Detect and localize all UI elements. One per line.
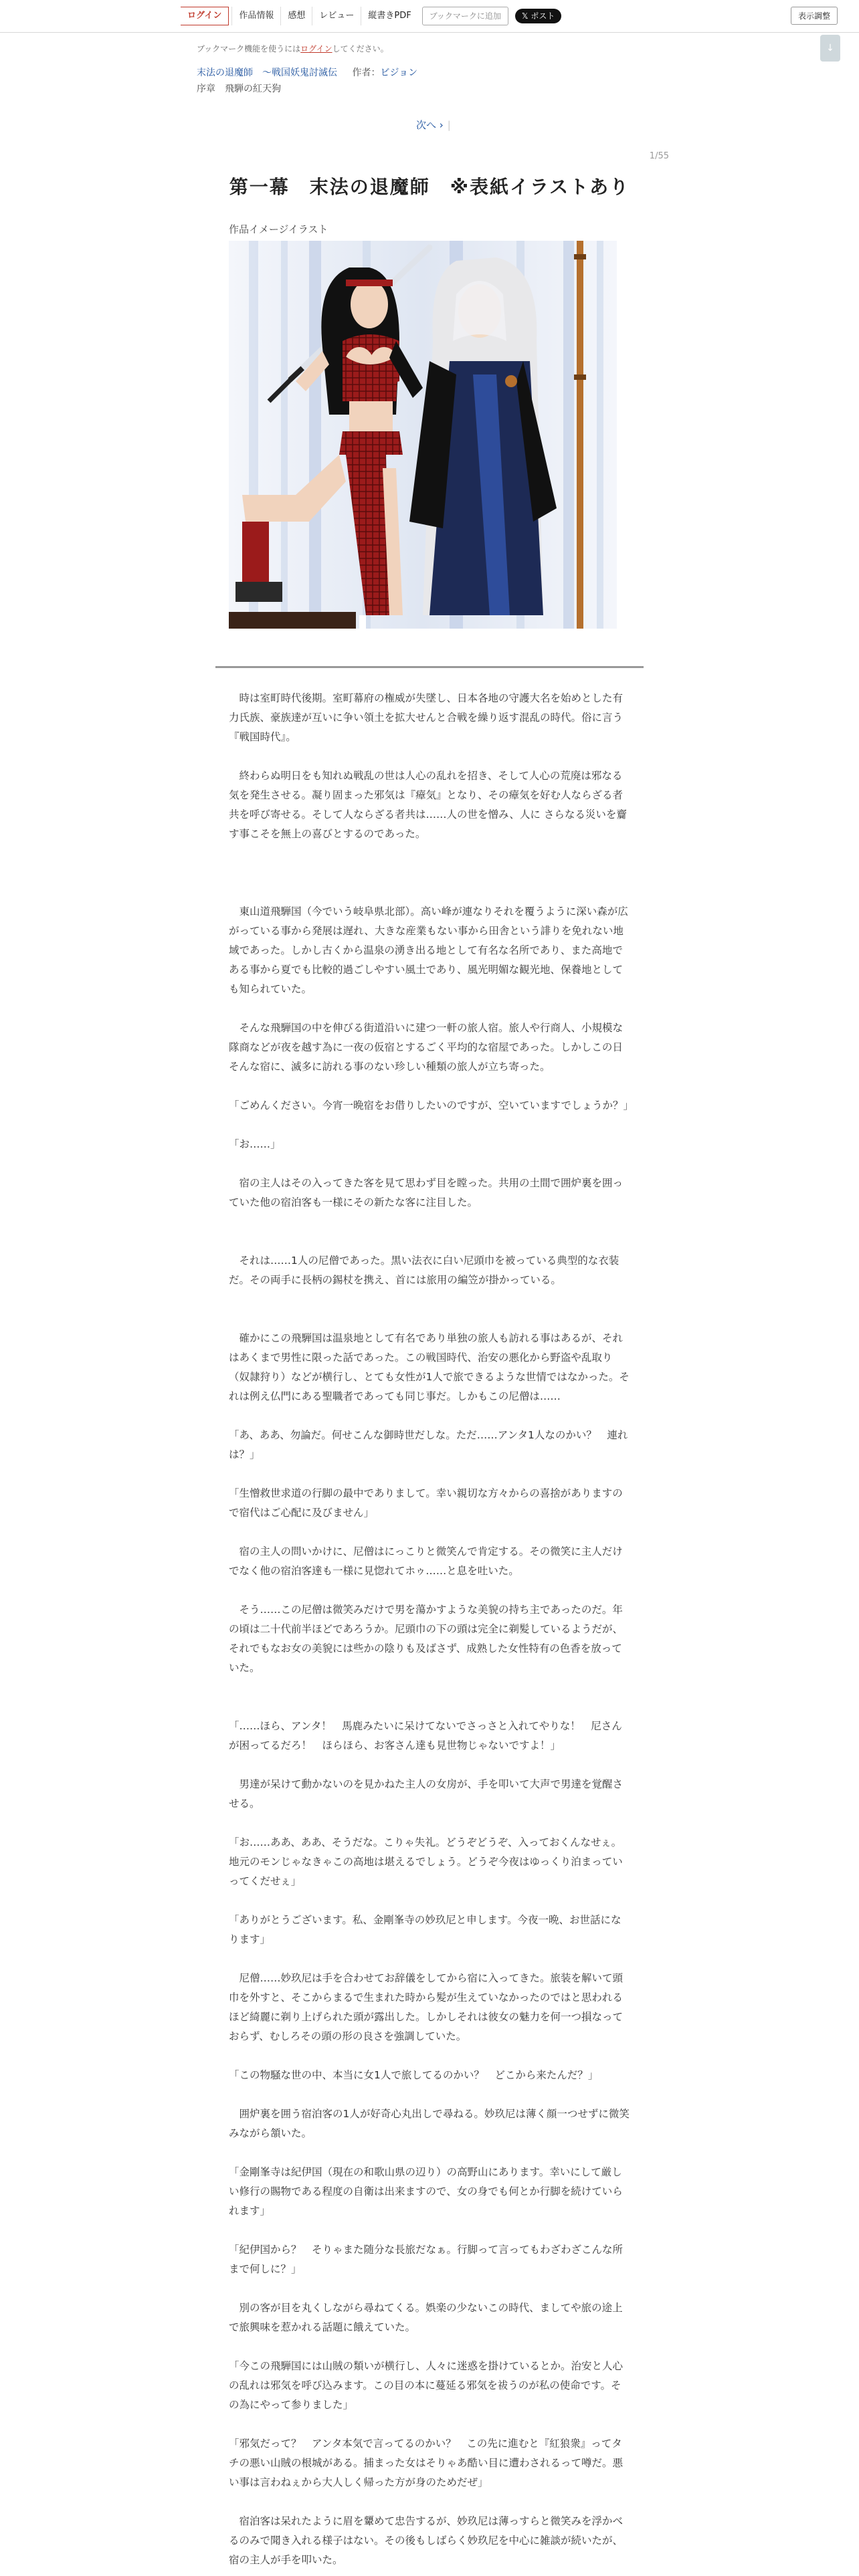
paragraph: 時は室町時代後期。室町幕府の権威が失墜し、日本各地の守護大名を始めとした有力氏族、豪族達が互いに争い領土を拡大せんと合戦を繰り返す混乱の時代。俗に言う『戦国時代』。 <box>229 692 624 743</box>
notice-suffix: してください。 <box>332 44 389 53</box>
scroll-down-button[interactable] <box>820 35 840 62</box>
author-label: 作者： <box>352 68 381 78</box>
illustration-label: 作品イメージイラスト <box>229 223 328 235</box>
paragraph: 「お……ああ、ああ、そうだな。こりゃ失礼。どうぞどうぞ、入っておくんなせぇ。地元のモンじゃなきゃこの高地は堪えるでしょう。どうぞ今夜はゆっくり泊まっていってくだせぇ」 <box>229 1836 623 1887</box>
paragraph: 「……ほら、アンタ！ 馬鹿みたいに呆けてないでさっさと入れてやりな！ 尼さんが困ってるだろ！ ほらほら、お客さん達も見世物じゃないですよ！」 <box>229 1720 622 1751</box>
illustration-svg <box>229 241 617 629</box>
add-bookmark-button[interactable]: ブックマークに追加 <box>422 7 508 25</box>
blank-line <box>229 999 630 1018</box>
vertical-pdf-link[interactable]: 縦書きPDF <box>361 7 417 25</box>
pager <box>416 118 451 132</box>
blank-line <box>229 1891 630 1911</box>
paragraph: それは……1人の尼僧であった。黒い法衣に白い尼頭巾を被っている典型的な衣装だ。その両手に長柄の錫杖を携え、首には旅用の編笠が掛かっている。 <box>229 1255 619 1286</box>
paragraph: そう……この尼僧は微笑みだけで男を蕩かすような美貌の持ち主であったのだ。年の頃は二十代前半ほどであろうか。尼頭巾の下の頭は完全に剃髪しているようだが、それでもなお女の美貌には些かの陰りも及ばさず、成熟した女性特有の色香を放っていた。 <box>229 1604 624 1674</box>
paragraph: 「あ、ああ、勿論だ。何せこんな御時世だしな。ただ……アンタ1人なのかい？ 連れは？」 <box>229 1429 628 1461</box>
work-title-link[interactable]: 末法の退魔師 〜戦国妖鬼討滅伝 <box>197 68 337 78</box>
blank-line <box>229 2221 630 2240</box>
work-info-link[interactable]: 作品情報 <box>231 7 280 25</box>
x-post-label: ポスト <box>531 11 555 21</box>
paragraph: 囲炉裏を囲う宿泊客の1人が好奇心丸出しで尋ねる。妙玖尼は薄く顔一つせずに微笑みながら頷いた。 <box>229 2108 630 2139</box>
paragraph: 東山道飛騨国（今でいう岐阜県北部）。高い峰が連なりそれを覆うように深い森が広がっている事から発展は遅れ、大きな産業もない事から田舎という誹りを免れない地域であった。しかし古くから温泉の湧き出る地として有名な名所であり、また高地である事から夏でも比較的過ごしやすい風土であり、風光明媚な観光地、保養地としても知られていた。 <box>229 905 628 995</box>
chapter-title: 序章 飛騨の紅天狗 <box>197 84 281 94</box>
page-number: 1/55 <box>649 151 669 161</box>
blank-line <box>229 1523 630 1542</box>
paragraph: 「この物騒な世の中、本当に女1人で旅してるのかい？ どこから来たんだ？」 <box>229 2069 599 2081</box>
blank-line <box>229 1290 630 1329</box>
paragraph: 終わらぬ明日をも知れぬ戦乱の世は人心の乱れを招き、そして人心の荒廃は邪なる気を発生させる。凝り固まった邪気は『瘴気』となり、その瘴気を好む人ならざる者共を呼び寄せる。そして人ならざる者共は……人の世を憎み、人に さらなる災いを齎す事こそを無上の喜びとするのであった。 <box>229 770 627 840</box>
impression-link[interactable]: 感想 <box>280 7 312 25</box>
top-nav <box>181 7 561 25</box>
blank-line <box>229 1814 630 1833</box>
blank-line <box>229 1406 630 1426</box>
novel-body <box>229 689 634 2570</box>
blank-line <box>229 2279 630 2298</box>
blank-line <box>229 1077 630 1096</box>
login-button[interactable]: ログイン <box>181 7 229 25</box>
review-link[interactable]: レビュー <box>312 7 361 25</box>
episode-title: 第一幕 末法の退魔師 ※表紙イラストあり <box>229 176 630 198</box>
blank-line <box>229 1755 630 1775</box>
notice-prefix: ブックマーク機能を使うには <box>197 44 301 53</box>
paragraph: 「紀伊国から？ そりゃまた随分な長旅だなぁ。行脚って言ってもわざわざこんな所まで何しに？」 <box>229 2244 624 2275</box>
paragraph: 別の客が目を丸くしながら尋ねてくる。娯楽の少ないこの時代、ましてや旅の途上で旅興味を惹かれる話題に餓えていた。 <box>229 2302 623 2333</box>
top-bar <box>0 0 859 33</box>
paragraph: 確かにこの飛騨国は温泉地として有名であり単独の旅人も訪れる事はあるが、それはあくまで男性に限った話であった。この戦国時代、治安の悪化から野盗や乱取り（奴隷狩り）などが横行し、とても女性が1人で旅できるような世情ではなかった。それは例え仏門にある聖職者であっても同じ事だ。しかもこの尼僧は…… <box>229 1332 630 1402</box>
blank-line <box>229 1949 630 1969</box>
paragraph: 「ごめんください。今宵一晩宿をお借りしたいのですが、空いていますでしょうか？」 <box>229 1099 634 1111</box>
blank-line <box>229 1581 630 1600</box>
paragraph: 「ありがとうございます。私、金剛峯寺の妙玖尼と申します。今夜一晩、お世話になります」 <box>229 1914 622 1945</box>
content-divider <box>215 666 644 668</box>
cover-illustration <box>229 241 617 629</box>
paragraph: 「生憎救世求道の行脚の最中でありまして。幸い親切な方々からの喜捨がありますので宿代はご心配に及びません」 <box>229 1487 623 1519</box>
paragraph: 尼僧……妙玖尼は手を合わせてお辞儀をしてから宿に入ってきた。旅装を解いて頭巾を外すと、そこからまるで生まれた時から髪が生えていなかったのではと思われるほど綺麗に剃り上げられた頭が露出した。しかしそれは彼女の魅力を何一つ損なっておらず、むしろその頭の形の良さを強調していた。 <box>229 1972 624 2042</box>
paragraph: 「お……」 <box>229 1138 281 1150</box>
x-post-button[interactable] <box>515 9 562 23</box>
blank-line <box>229 2046 630 2066</box>
work-breadcrumb <box>197 66 417 79</box>
notice-login-link[interactable]: ログイン <box>300 44 332 53</box>
blank-line <box>229 2085 630 2105</box>
next-page-link[interactable]: 次へ › <box>416 119 444 131</box>
blank-line <box>229 2415 630 2434</box>
arrow-down-icon: ↓ <box>826 43 834 53</box>
blank-line <box>229 2337 630 2357</box>
author-link[interactable]: ビジョン <box>380 68 418 78</box>
blank-line <box>229 1212 630 1251</box>
blank-line <box>229 2143 630 2163</box>
display-settings-button[interactable]: 表示調整 <box>791 7 838 25</box>
paragraph: 「今この飛騨国には山賊の類いが横行し、人々に迷惑を掛けているとか。治安と人心の乱れは邪気を呼び込みます。この目の本に蔓延る邪気を祓うのが私の使命です。その為にやって参りました」 <box>229 2360 624 2411</box>
x-logo-icon: 𝕏 <box>521 11 531 21</box>
paragraph: 宿の主人はその入ってきた客を見て思わず目を瞠った。共用の土間で囲炉裏を囲っていた他の宿泊客も一様にその新たな客に注目した。 <box>229 1177 624 1208</box>
paragraph: 宿の主人の問いかけに、尼僧はにっこりと微笑んで肯定する。その微笑に主人だけでなく他の宿泊客達も一様に見惚れてホゥ……と息を吐いた。 <box>229 1545 623 1577</box>
blank-line <box>229 1154 630 1174</box>
blank-line <box>229 1678 630 1717</box>
paragraph: 「邪気だって？ アンタ本気で言ってるのかい？ この先に進むと『紅狼衆』ってタチの悪い山賊の根城がある。捕まった女はそりゃあ酷い目に遭わされるって噂だ。悪い事は言わねぇから大人しく帰った方が身のためだぜ」 <box>229 2438 624 2488</box>
blank-line <box>229 1115 630 1135</box>
paragraph: 男達が呆けて動かないのを見かねた主人の女房が、手を叩いて大声で男達を覚醒させる。 <box>229 1778 624 1810</box>
blank-line <box>229 747 630 766</box>
bookmark-notice <box>197 43 389 54</box>
paragraph: 「金剛峯寺は紀伊国（現在の和歌山県の辺り）の高野山にあります。幸いにして厳しい修行の賜物である程度の自衛は出来ますので、女の身でも何とか行脚を続けていられます」 <box>229 2166 623 2217</box>
blank-line <box>229 2492 630 2512</box>
paragraph: そんな飛騨国の中を伸びる街道沿いに建つ一軒の旅人宿。旅人や行商人、小規模な隊商などが夜を越す為に一夜の仮宿とするごく平均的な宿屋であった。しかしこの日そんな宿に、滅多に訪れる事のない珍しい種類の旅人が立ち寄った。 <box>229 1022 624 1073</box>
blank-line <box>229 1465 630 1484</box>
paragraph: 宿泊客は呆れたように眉を顰めて忠告するが、妙玖尼は薄っすらと微笑みを浮かべるのみで聞き入れる様子はない。その後もしばらく妙玖尼を中心に雑談が続いたが、宿の主人が手を叩いた。 <box>229 2515 624 2566</box>
blank-line <box>229 844 630 902</box>
pager-separator: | <box>447 119 451 131</box>
